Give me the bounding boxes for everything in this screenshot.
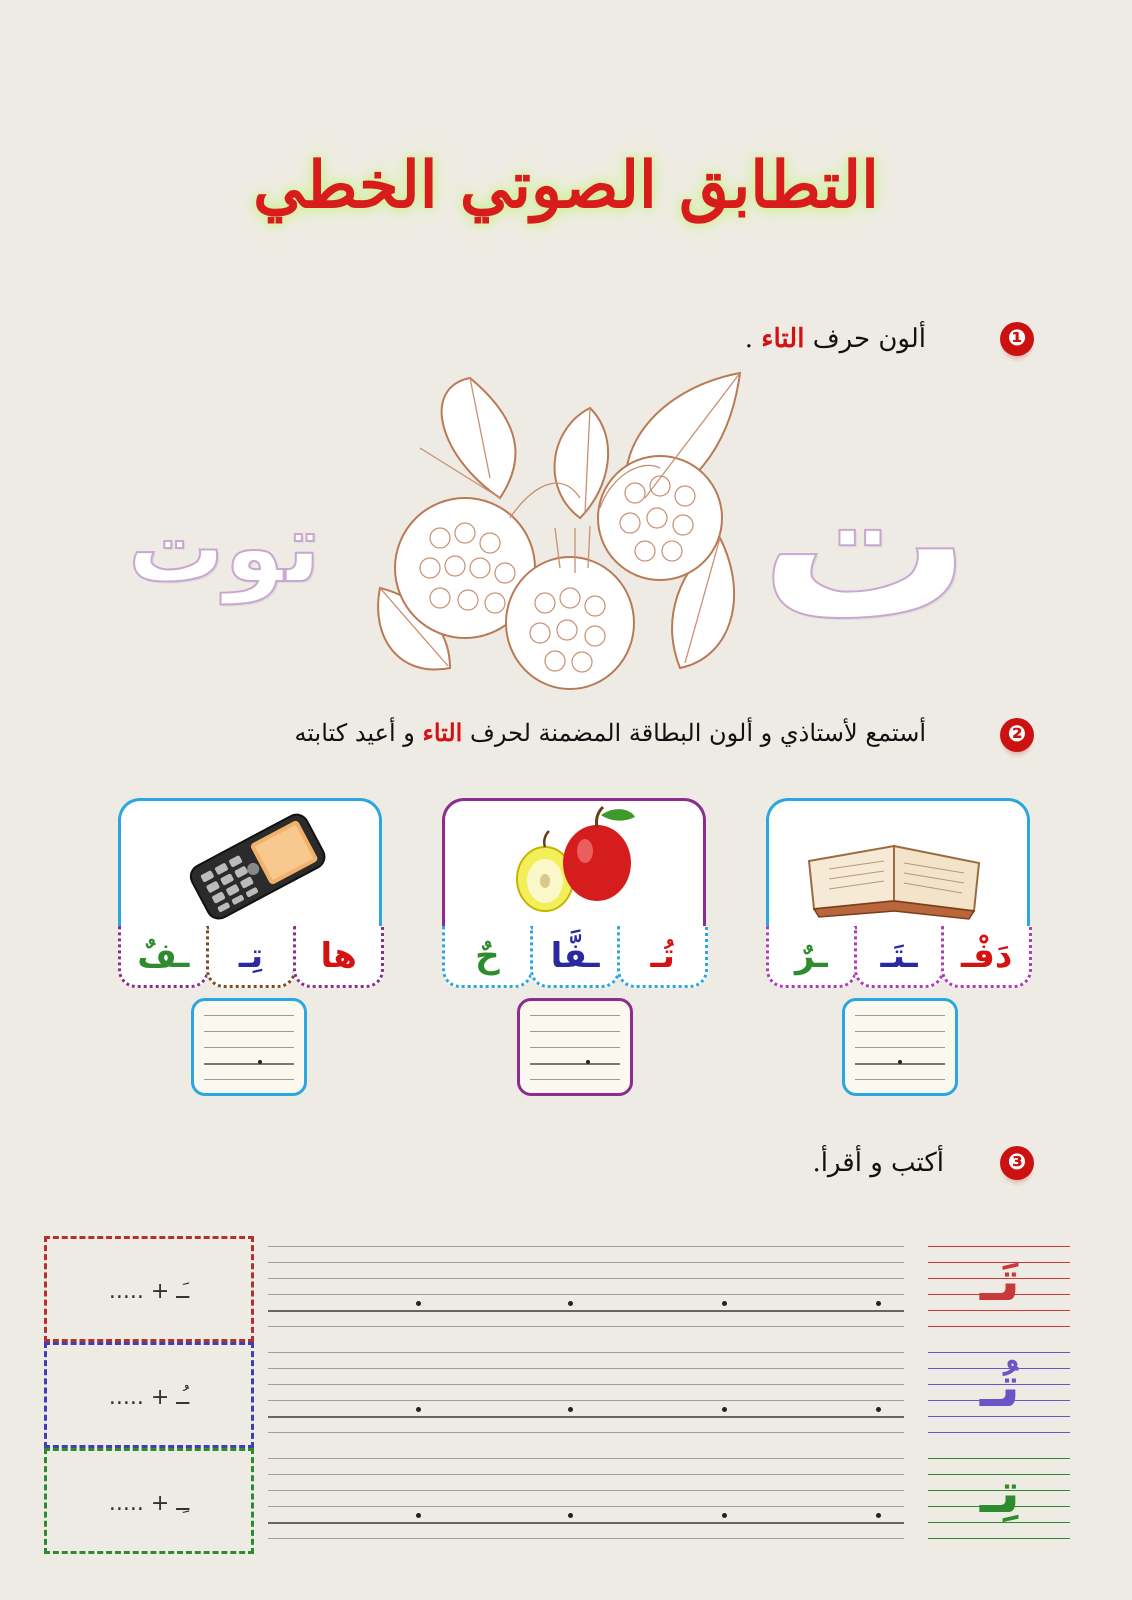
instruction-suffix: و أعيد كتابته bbox=[294, 719, 415, 747]
card-image-area bbox=[118, 798, 382, 929]
blend-box-text: ..... + ـَـ bbox=[108, 1279, 190, 1304]
exercise-2-instruction bbox=[294, 718, 926, 747]
card-segments bbox=[766, 926, 1032, 988]
segment-3[interactable]: تُـ bbox=[617, 926, 708, 988]
answer-box[interactable] bbox=[842, 998, 958, 1096]
apple-icon bbox=[445, 801, 703, 929]
card-book[interactable] bbox=[766, 798, 1028, 1088]
instruction-text: أستمع لأستاذي و ألون البطاقة المضمنة لحرف bbox=[470, 719, 926, 747]
card-apple[interactable] bbox=[442, 798, 704, 1088]
card-segments bbox=[118, 926, 384, 988]
segment-3[interactable]: ها bbox=[293, 926, 384, 988]
sample-letter-fatha: تَـ bbox=[979, 1249, 1021, 1314]
segment-2[interactable]: تِـ bbox=[206, 926, 297, 988]
exercise-2-number: ❷ bbox=[1000, 718, 1034, 752]
exercise-1-number: ❶ bbox=[1000, 322, 1034, 356]
segment-2[interactable]: ـفَّا bbox=[530, 926, 621, 988]
big-letter: ت bbox=[760, 422, 972, 667]
segment-1[interactable]: حٌ bbox=[442, 926, 533, 988]
segment-1[interactable]: ـرٌ bbox=[766, 926, 857, 988]
sample-letter-kasra: تِـ bbox=[979, 1461, 1021, 1526]
segment-1[interactable]: ـفٌ bbox=[118, 926, 209, 988]
exercise-3-instruction: أكتب و أقرأ. bbox=[812, 1148, 944, 1178]
exercise-1-instruction bbox=[745, 324, 926, 354]
card-image-area bbox=[442, 798, 706, 929]
word-toot: توت bbox=[128, 492, 321, 604]
exercise-3-number: ❸ bbox=[1000, 1146, 1034, 1180]
instruction-suffix: . bbox=[744, 324, 754, 354]
mobile-phone-icon bbox=[121, 801, 379, 929]
blend-box-text: ..... + ـِـ bbox=[108, 1491, 190, 1516]
instruction-letter: التاء bbox=[761, 324, 805, 354]
card-phone[interactable] bbox=[118, 798, 380, 1088]
book-icon bbox=[769, 801, 1027, 929]
blend-box-kasra[interactable] bbox=[44, 1448, 254, 1554]
blend-box-fatha[interactable] bbox=[44, 1236, 254, 1342]
answer-box[interactable] bbox=[191, 998, 307, 1096]
card-segments bbox=[442, 926, 708, 988]
page-title: التطابق الصوتي الخطي bbox=[253, 148, 879, 223]
instruction-text: ألون حرف bbox=[812, 324, 926, 354]
segment-3[interactable]: دَفْـ bbox=[941, 926, 1032, 988]
instruction-letter: التاء bbox=[422, 718, 463, 747]
segment-2[interactable]: ـتَـ bbox=[854, 926, 945, 988]
sample-letter-damma: تُـ bbox=[979, 1355, 1021, 1420]
raspberry-image bbox=[360, 368, 760, 694]
blend-box-damma[interactable] bbox=[44, 1342, 254, 1448]
answer-box[interactable] bbox=[517, 998, 633, 1096]
blend-box-text: ..... + ـُـ bbox=[108, 1385, 190, 1410]
card-image-area bbox=[766, 798, 1030, 929]
